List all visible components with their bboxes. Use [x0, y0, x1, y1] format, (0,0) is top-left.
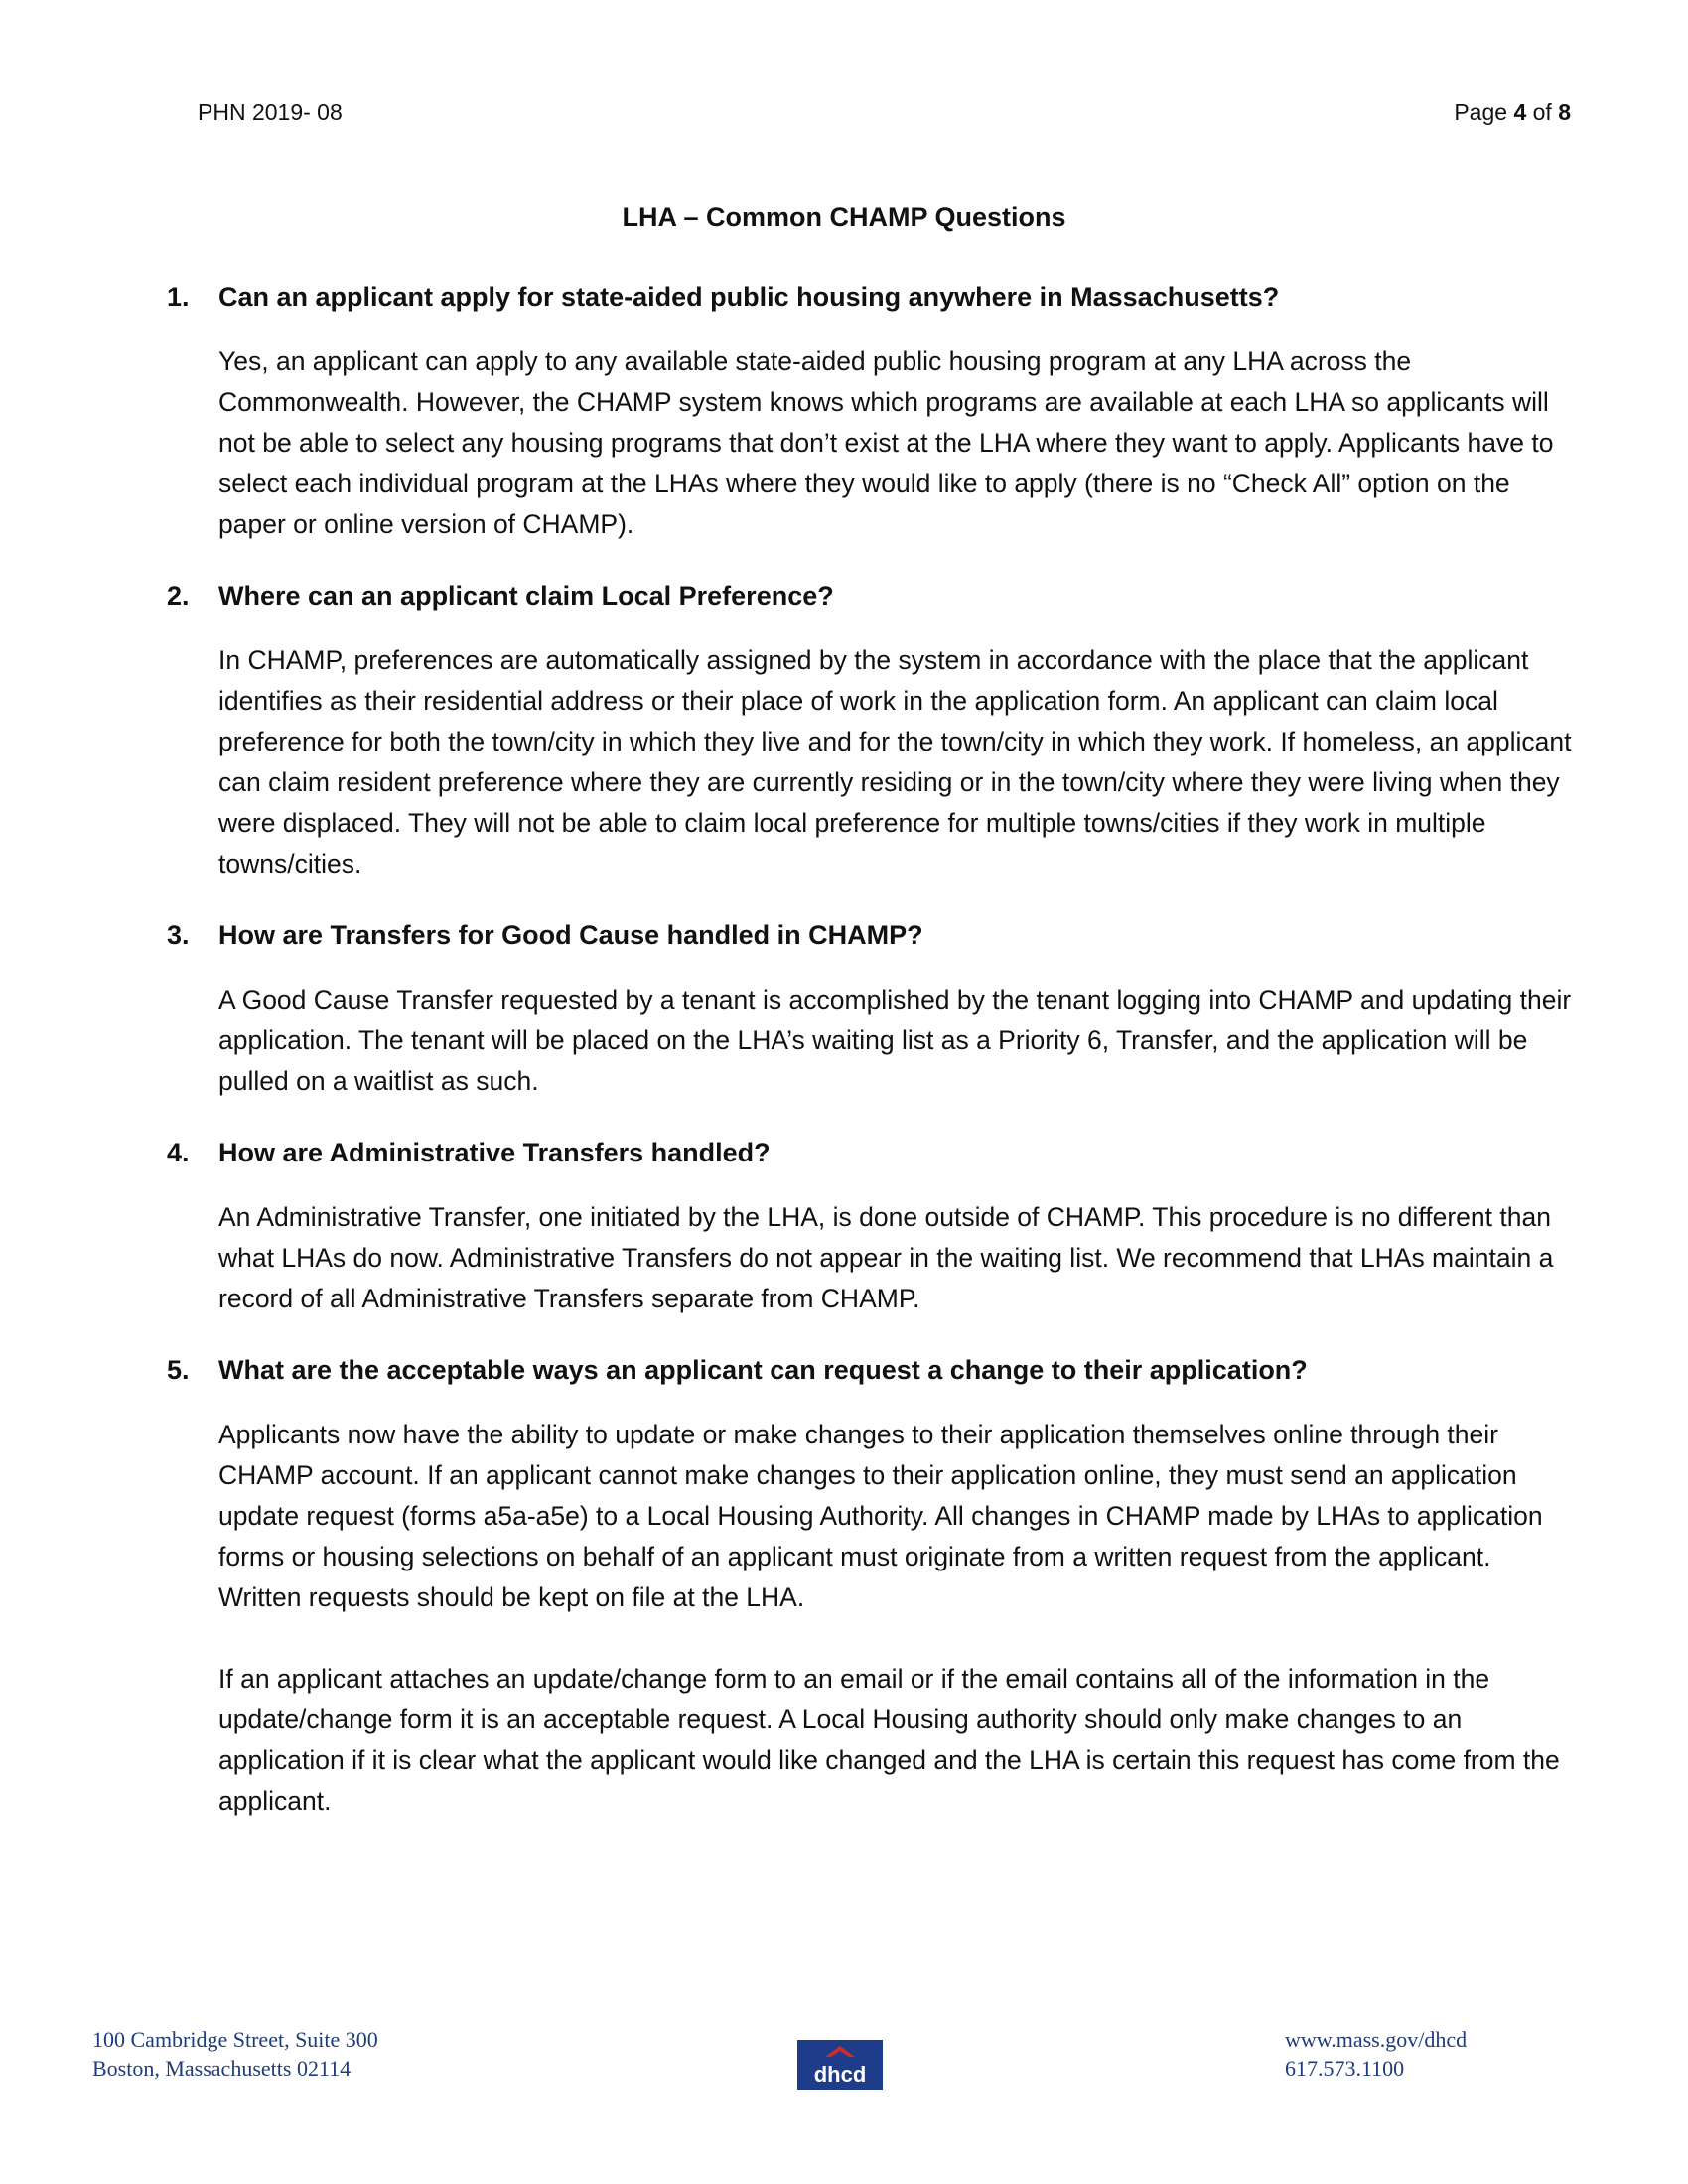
answer: [218, 1415, 1577, 1822]
question-number: 5.: [167, 1355, 190, 1385]
answer: [218, 1197, 1577, 1319]
answer-paragraph: A Good Cause Transfer requested by a tenant is accomplished by the tenant logging into CHAMP and updating their application. The tenant will be placed on the LHA’s waiting list as a Priority 6, Transfer, and the application will be pulled on a waitlist as such.: [218, 985, 1572, 1096]
qa-item: [167, 918, 1577, 1102]
answer-paragraph: An Administrative Transfer, one initiated by the LHA, is done outside of CHAMP. This procedure is no different than what LHAs do now. Administrative Transfers do not appear in the waiting list. We recommend that LHAs maintain a record of all Administrative Transfers separate from CHAMP.: [218, 1202, 1554, 1313]
qa-item: [167, 1136, 1577, 1319]
question-text: How are Transfers for Good Cause handled in CHAMP?: [218, 920, 923, 950]
page-current: 4: [1513, 99, 1527, 125]
phone-number: 617.573.1100: [1285, 2056, 1405, 2081]
qa-item: [167, 280, 1577, 545]
document-id: PHN 2019- 08: [198, 99, 343, 125]
question-heading: [167, 280, 1577, 314]
question-text: What are the acceptable ways an applicant can request a change to their application?: [218, 1355, 1308, 1385]
address-line-1: 100 Cambridge Street, Suite 300: [92, 2027, 378, 2052]
answer-paragraph: Yes, an applicant can apply to any available state-aided public housing program at any LHA across the Commonwealth. However, the CHAMP system knows which programs are available at each LHA so applicants will not be able to select any housing programs that don’t exist at the LHA where they want to apply. Applicants have to select each individual program at the LHAs where they would like to apply (there is no “Check All” option on the paper or online version of CHAMP).: [218, 346, 1554, 539]
question-text: Can an applicant apply for state-aided public housing anywhere in Massachusetts?: [218, 282, 1280, 312]
question-number: 3.: [167, 920, 190, 950]
qa-item: [167, 1353, 1577, 1822]
answer-paragraph: In CHAMP, preferences are automatically assigned by the system in accordance with the place that the applicant identifies as their residential address or their place of work in the application form. An applicant can claim local preference for both the town/city in which they live and for the town/city in which they work. If homeless, an applicant can claim resident preference where they are currently residing or in the town/city where they were living when they were displaced. They will not be able to claim local preference for multiple towns/cities if they work in multiple towns/cities.: [218, 645, 1572, 879]
question-number: 2.: [167, 581, 190, 611]
page-number: [1454, 99, 1571, 126]
page-total: 8: [1558, 99, 1571, 125]
question-number: 1.: [167, 282, 190, 312]
address-line-2: Boston, Massachusetts 02114: [92, 2056, 352, 2081]
dhcd-logo: [797, 2040, 883, 2090]
answer: [218, 640, 1577, 885]
footer-address: [92, 2025, 378, 2083]
question-number: 4.: [167, 1138, 190, 1167]
answer-paragraph: Applicants now have the ability to update or make changes to their application themselves online through their CHAMP account. If an applicant cannot make changes to their application online, they must send an application update request (forms a5a-a5e) to a Local Housing Authority. All changes in CHAMP made by LHAs to application forms or housing selections on behalf of an applicant must originate from a written request from the applicant. Written requests should be kept on file at the LHA.: [218, 1420, 1543, 1612]
question-text: Where can an applicant claim Local Preference?: [218, 581, 834, 611]
page-prefix: Page: [1454, 99, 1514, 125]
qa-item: [167, 579, 1577, 885]
website-link[interactable]: www.mass.gov/dhcd: [1285, 2027, 1468, 2052]
page-of: of: [1526, 99, 1559, 125]
question-heading: [167, 579, 1577, 613]
answer: [218, 980, 1577, 1102]
question-heading: [167, 1353, 1577, 1387]
page-title: LHA – Common CHAMP Questions: [622, 203, 1066, 232]
question-list: [167, 280, 1577, 1855]
answer: [218, 341, 1577, 545]
question-heading: [167, 918, 1577, 952]
answer-paragraph: If an applicant attaches an update/change form to an email or if the email contains all of the information in the update/change form it is an acceptable request. A Local Housing authority should only make changes to an application if it is clear what the applicant would like changed and the LHA is certain this request has come from the applicant.: [218, 1664, 1560, 1816]
footer-contact: [1285, 2025, 1467, 2083]
question-heading: [167, 1136, 1577, 1169]
logo-text: dhcd: [813, 2062, 867, 2087]
question-text: How are Administrative Transfers handled?: [218, 1138, 771, 1167]
